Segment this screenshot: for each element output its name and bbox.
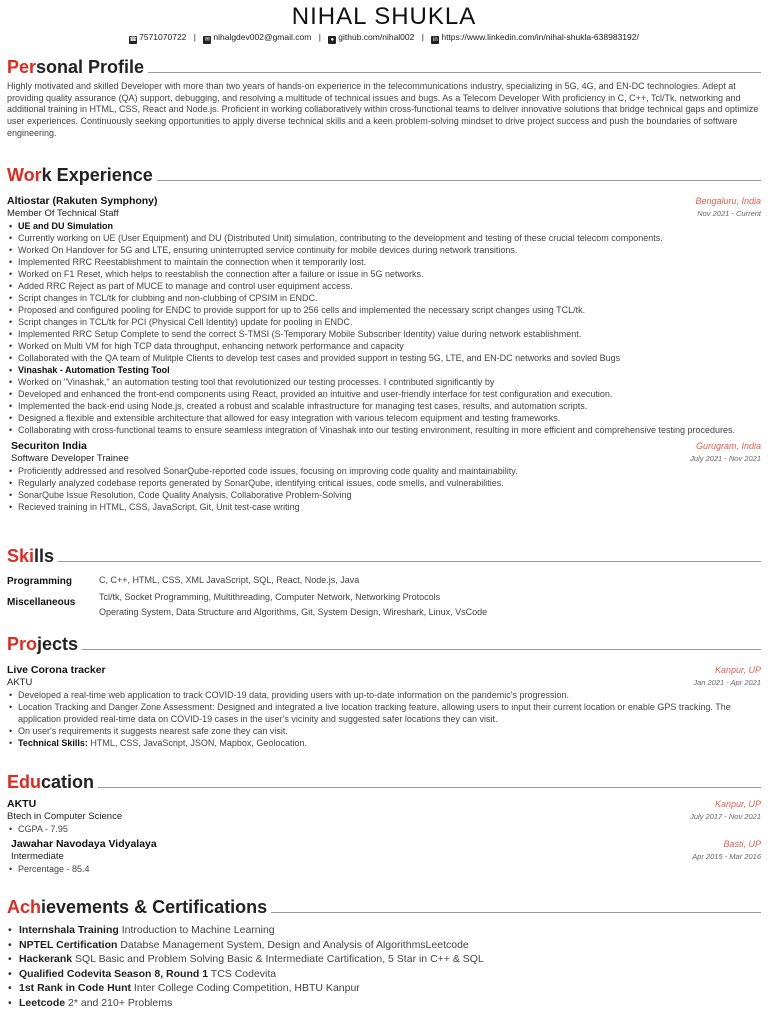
- phone-text: 7571070722: [139, 32, 187, 42]
- section-title-education: [7, 771, 761, 793]
- project-bullets: [7, 689, 761, 749]
- list-item: [7, 967, 761, 982]
- job-org: Altiostar (Rakuten Symphony): [7, 195, 158, 207]
- section-divider: [98, 787, 761, 788]
- education-entry: [7, 797, 761, 835]
- work-section: [7, 164, 761, 513]
- list-item: • Location Tracking and Danger Zone Assessment: Designed and integrated a live location tracking feature, allowing users to input their current location or enable GPS tracking. The application provided real-time data on COVID-19 cases in the user's vicinity and suggested safer locations they can visit.: [7, 701, 761, 725]
- section-title-text: jects: [37, 634, 79, 654]
- list-item: [7, 996, 761, 1011]
- job-role: Member Of Technical Staff: [7, 208, 119, 219]
- list-item: • Developed and enhanced the front-end components using React, provided an intuitive and user-friendly interface for test configuration and execution.: [7, 388, 761, 400]
- list-item: • Worked On Handover for 5G and LTE, ensuring uninterrupted service continuity for mobile devices during network transitions.: [7, 244, 761, 256]
- list-item: [7, 938, 761, 953]
- github-link: github.com/nihal002: [338, 32, 415, 42]
- section-title-text: k Experience: [41, 165, 153, 185]
- list-item: • Implemented RRC Reestablishment to maintain the connection when it temporarily lost.: [7, 256, 761, 268]
- contact-github[interactable]: [328, 31, 414, 44]
- achievement-text: Databse Management System, Design and Analysis of AlgorithmsLeetcode: [117, 938, 469, 951]
- section-title-accent: Ski: [7, 546, 35, 566]
- contact-separator: |: [421, 32, 424, 42]
- list-item: • Worked on Multi VM for high TCP data throughput, enhancing network performance and capacity: [7, 340, 761, 352]
- project-entry: [7, 663, 761, 749]
- education-section: [7, 771, 761, 875]
- email-icon: ✉: [204, 37, 210, 43]
- school-name: AKTU: [7, 798, 37, 810]
- list-item: • Proposed and configured pooling for ENDC to provide support for up to 256 cells and implemented the necessary script changes using TCL/tk.: [7, 304, 761, 316]
- achievement-title: Leetcode: [19, 996, 66, 1009]
- job-date: July 2021 - Nov 2021: [690, 454, 761, 463]
- degree: Intermediate: [11, 851, 64, 862]
- list-item: [7, 981, 761, 996]
- skill-value-misc-line1: Tcl/tk, Socket Programming, Multithreading, Computer Network, Networking Protocols: [99, 592, 441, 602]
- list-item: • Regularly analyzed codebase reports generated by SonarQube, identifying critical issues, code smells, and vulnerabilities.: [7, 477, 761, 489]
- achievement-text: 2* and 210+ Problems: [65, 996, 173, 1009]
- job-location: Gurugram, India: [695, 441, 761, 451]
- job-entry: [7, 194, 761, 436]
- skills-section: [7, 545, 761, 618]
- section-title-text: lls: [34, 546, 55, 566]
- list-item: • Implemented the back-end using Node.js, created a robust and scalable infrastructure for managing test cases, results, and automation scripts.: [7, 400, 761, 412]
- tech-skills-label: Technical Skills:: [18, 738, 88, 748]
- list-item: • Script changes in TCL/tk for PCI (Physical Cell Identity) update for pooling in ENDC.: [7, 316, 761, 328]
- tech-skills-value: HTML, CSS, JavaScript, JSON, Mapbox, Geolocation.: [87, 738, 307, 748]
- achievement-title: Qualified Codevita Season 8, Round 1: [19, 967, 209, 980]
- skill-label-misc: Miscellaneous: [7, 597, 76, 608]
- job-role: Software Developer Trainee: [11, 453, 129, 464]
- list-item: • Designed a flexible and extensible architecture that allowed for easy integration with various telecom equipment and testing frameworks.: [7, 412, 761, 424]
- job-bullets: [7, 220, 761, 436]
- list-item: [7, 923, 761, 938]
- achievement-title: Hackerank: [19, 953, 73, 965]
- email-link: nihalgdev002@gmail.com: [213, 32, 312, 42]
- list-item: • Worked on F1 Reset, which helps to reestablish the connection after a failure or issue in 5G networks.: [7, 268, 761, 280]
- list-item: • CGPA - 7.95: [7, 823, 761, 835]
- profile-summary: Highly motivated and skilled Developer with more than two years of hands-on experience in the telecommunications industry, specializing in 5G, 4G, and EN-DC technologies. Adept at providing quality assurance (QA) support, debugging, and resolving a multitude of technical issues and bugs. As a Telecom Developer With proficiency in C, C++, Tcl/Tk, networking and additional training in HTML, CSS, React and Node.js. Proficient in working collaboratively within cross-functional teams to deliver innovative solutions that bridge technical gaps and optimize user experiences. Continuously seeking opportunities to apply diverse technical skills and a keen problem-solving mindset to drive project success and push the boundaries of software engineering.: [7, 81, 759, 138]
- achievement-title: 1st Rank in Code Hunt: [19, 982, 132, 994]
- list-item: • Worked on "Vinashak," an automation testing tool that revolutionized our testing processes. I contributed significantly by: [7, 376, 761, 388]
- section-divider: [157, 180, 761, 181]
- list-item: • Implemented RRC Setup Complete to send the correct S-TMSI (S-Temporary Mobile Subscriber Identity) value during network establishment.: [7, 328, 761, 340]
- school-location: Kanpur, UP: [714, 799, 761, 809]
- section-title-text: ievements & Certifications: [41, 897, 268, 917]
- section-divider: [82, 649, 761, 650]
- list-item: • Collaborated with the QA team of Mulitple Clients to develop test cases and provided support in testing 5G, LTE, and EN-DC networks and sovled Bugs: [7, 352, 761, 364]
- projects-section: [7, 633, 761, 749]
- section-title-accent: Edu: [7, 772, 41, 792]
- section-title-achievements: [7, 896, 761, 918]
- education-bullets: [7, 863, 761, 875]
- job-bullets: [7, 465, 761, 513]
- contact-separator: |: [193, 32, 196, 42]
- section-title-text: cation: [41, 772, 95, 792]
- subheading: • UE and DU Simulation: [7, 220, 761, 232]
- section-divider: [271, 912, 761, 913]
- github-icon: ●: [328, 36, 336, 44]
- achievement-title: NPTEL Certification: [19, 938, 118, 951]
- list-item: • Script changes in TCL/tk for clubbing and non-clubbing of CPSIM in ENDC.: [7, 292, 761, 304]
- project-location: Kanpur, UP: [714, 665, 761, 675]
- skill-label-programming: Programming: [7, 576, 73, 587]
- section-title-work: [7, 164, 761, 186]
- achievement-list: [7, 923, 761, 1010]
- project-org: AKTU: [7, 677, 33, 688]
- linkedin-icon: in: [433, 37, 438, 43]
- linkedin-link: https://www.linkedin.com/in/nihal-shukla-638983192/: [441, 32, 639, 42]
- list-item: • Added RRC Reject as part of MUCE to manage and control user equipment access.: [7, 280, 761, 292]
- section-title-text: sonal Profile: [36, 57, 145, 77]
- phone-icon: ☎: [129, 37, 137, 43]
- list-item: • Recieved training in HTML, CSS, JavaScript, Git, Unit test-case writing: [7, 501, 761, 513]
- section-title-skills: [7, 545, 761, 567]
- list-item: • Proficiently addressed and resolved SonarQube-reported code issues, focusing on improving code quality and maintainability.: [7, 465, 761, 477]
- contact-phone[interactable]: [129, 31, 186, 44]
- section-divider: [148, 72, 761, 73]
- list-item: • On user's requirements it suggests nearest safe zone they can visit.: [7, 725, 761, 737]
- project-date: Jan 2021 - Apr 2021: [693, 678, 761, 687]
- section-title-accent: Per: [7, 57, 37, 77]
- job-date: Nov 2021 - Current: [697, 209, 761, 218]
- achievement-title: Internshala Training: [19, 924, 119, 936]
- education-entry: [7, 837, 761, 875]
- job-org: Securiton India: [11, 440, 87, 452]
- job-location: Bengaluru, India: [695, 196, 761, 206]
- skills-table: [7, 574, 761, 618]
- degree: Btech in Computer Science: [7, 811, 123, 822]
- job-entry: [7, 439, 761, 513]
- school-date: Apr 2015 - Mar 2016: [692, 852, 761, 861]
- section-title-accent: Pro: [7, 634, 38, 654]
- contact-linkedin[interactable]: [431, 31, 639, 44]
- section-divider: [58, 561, 761, 562]
- contact-separator: |: [318, 32, 321, 42]
- achievement-text: SQL Basic and Problem Solving Basic & Intermediate Cartification, 5 Star in C++ & SQL: [72, 953, 484, 965]
- section-title-projects: [7, 633, 761, 655]
- list-item: • Collaborating with cross-functional teams to ensure seamless integration of Vinashak into our testing environment, resulting in more efficient and comprehensive testing procedures.: [7, 424, 761, 436]
- section-title-accent: Wor: [7, 165, 42, 185]
- list-item: • Percentage - 85.4: [7, 863, 761, 875]
- education-bullets: [7, 823, 761, 835]
- project-title: Live Corona tracker: [7, 664, 106, 676]
- list-item: [7, 952, 761, 967]
- list-item: • Currently working on UE (User Equipment) and DU (Distributed Unit) simulation, contributing to the development and testing of these crucial telecom components.: [7, 232, 761, 244]
- candidate-name: NIHAL SHUKLA: [291, 3, 477, 30]
- achievements-section: [7, 896, 761, 1010]
- contact-bar: [0, 31, 768, 44]
- section-title-accent: Ach: [7, 897, 42, 917]
- section-title-profile: [7, 56, 761, 78]
- achievement-text: Introduction to Machine Learning: [118, 924, 275, 936]
- achievement-text: TCS Codevita: [208, 967, 277, 980]
- contact-email[interactable]: [203, 31, 311, 44]
- list-item: • SonarQube Issue Resolution, Code Quality Analysis, Collaborative Problem-Solving: [7, 489, 761, 501]
- school-date: July 2017 - Nov 2021: [690, 812, 761, 821]
- achievement-text: Inter College Coding Competition, HBTU Kanpur: [131, 982, 360, 994]
- subheading: • Vinashak - Automation Testing Tool: [7, 364, 761, 376]
- skill-value-programming: C, C++, HTML, CSS, XML JavaScript, SQL, React, Node.js, Java: [99, 575, 360, 585]
- school-name: Jawahar Navodaya Vidyalaya: [11, 838, 157, 850]
- skill-value-misc-line2: Operating System, Data Structure and Algorithms, Git, System Design, Wireshark, Linux, VsCode: [99, 607, 488, 617]
- school-location: Basti, UP: [723, 839, 761, 849]
- list-item: [7, 737, 761, 749]
- profile-section: [7, 56, 761, 140]
- list-item: • Developed a real-time web application to track COVID-19 data, providing users with up-to-date information on the pandemic's progression.: [7, 689, 761, 701]
